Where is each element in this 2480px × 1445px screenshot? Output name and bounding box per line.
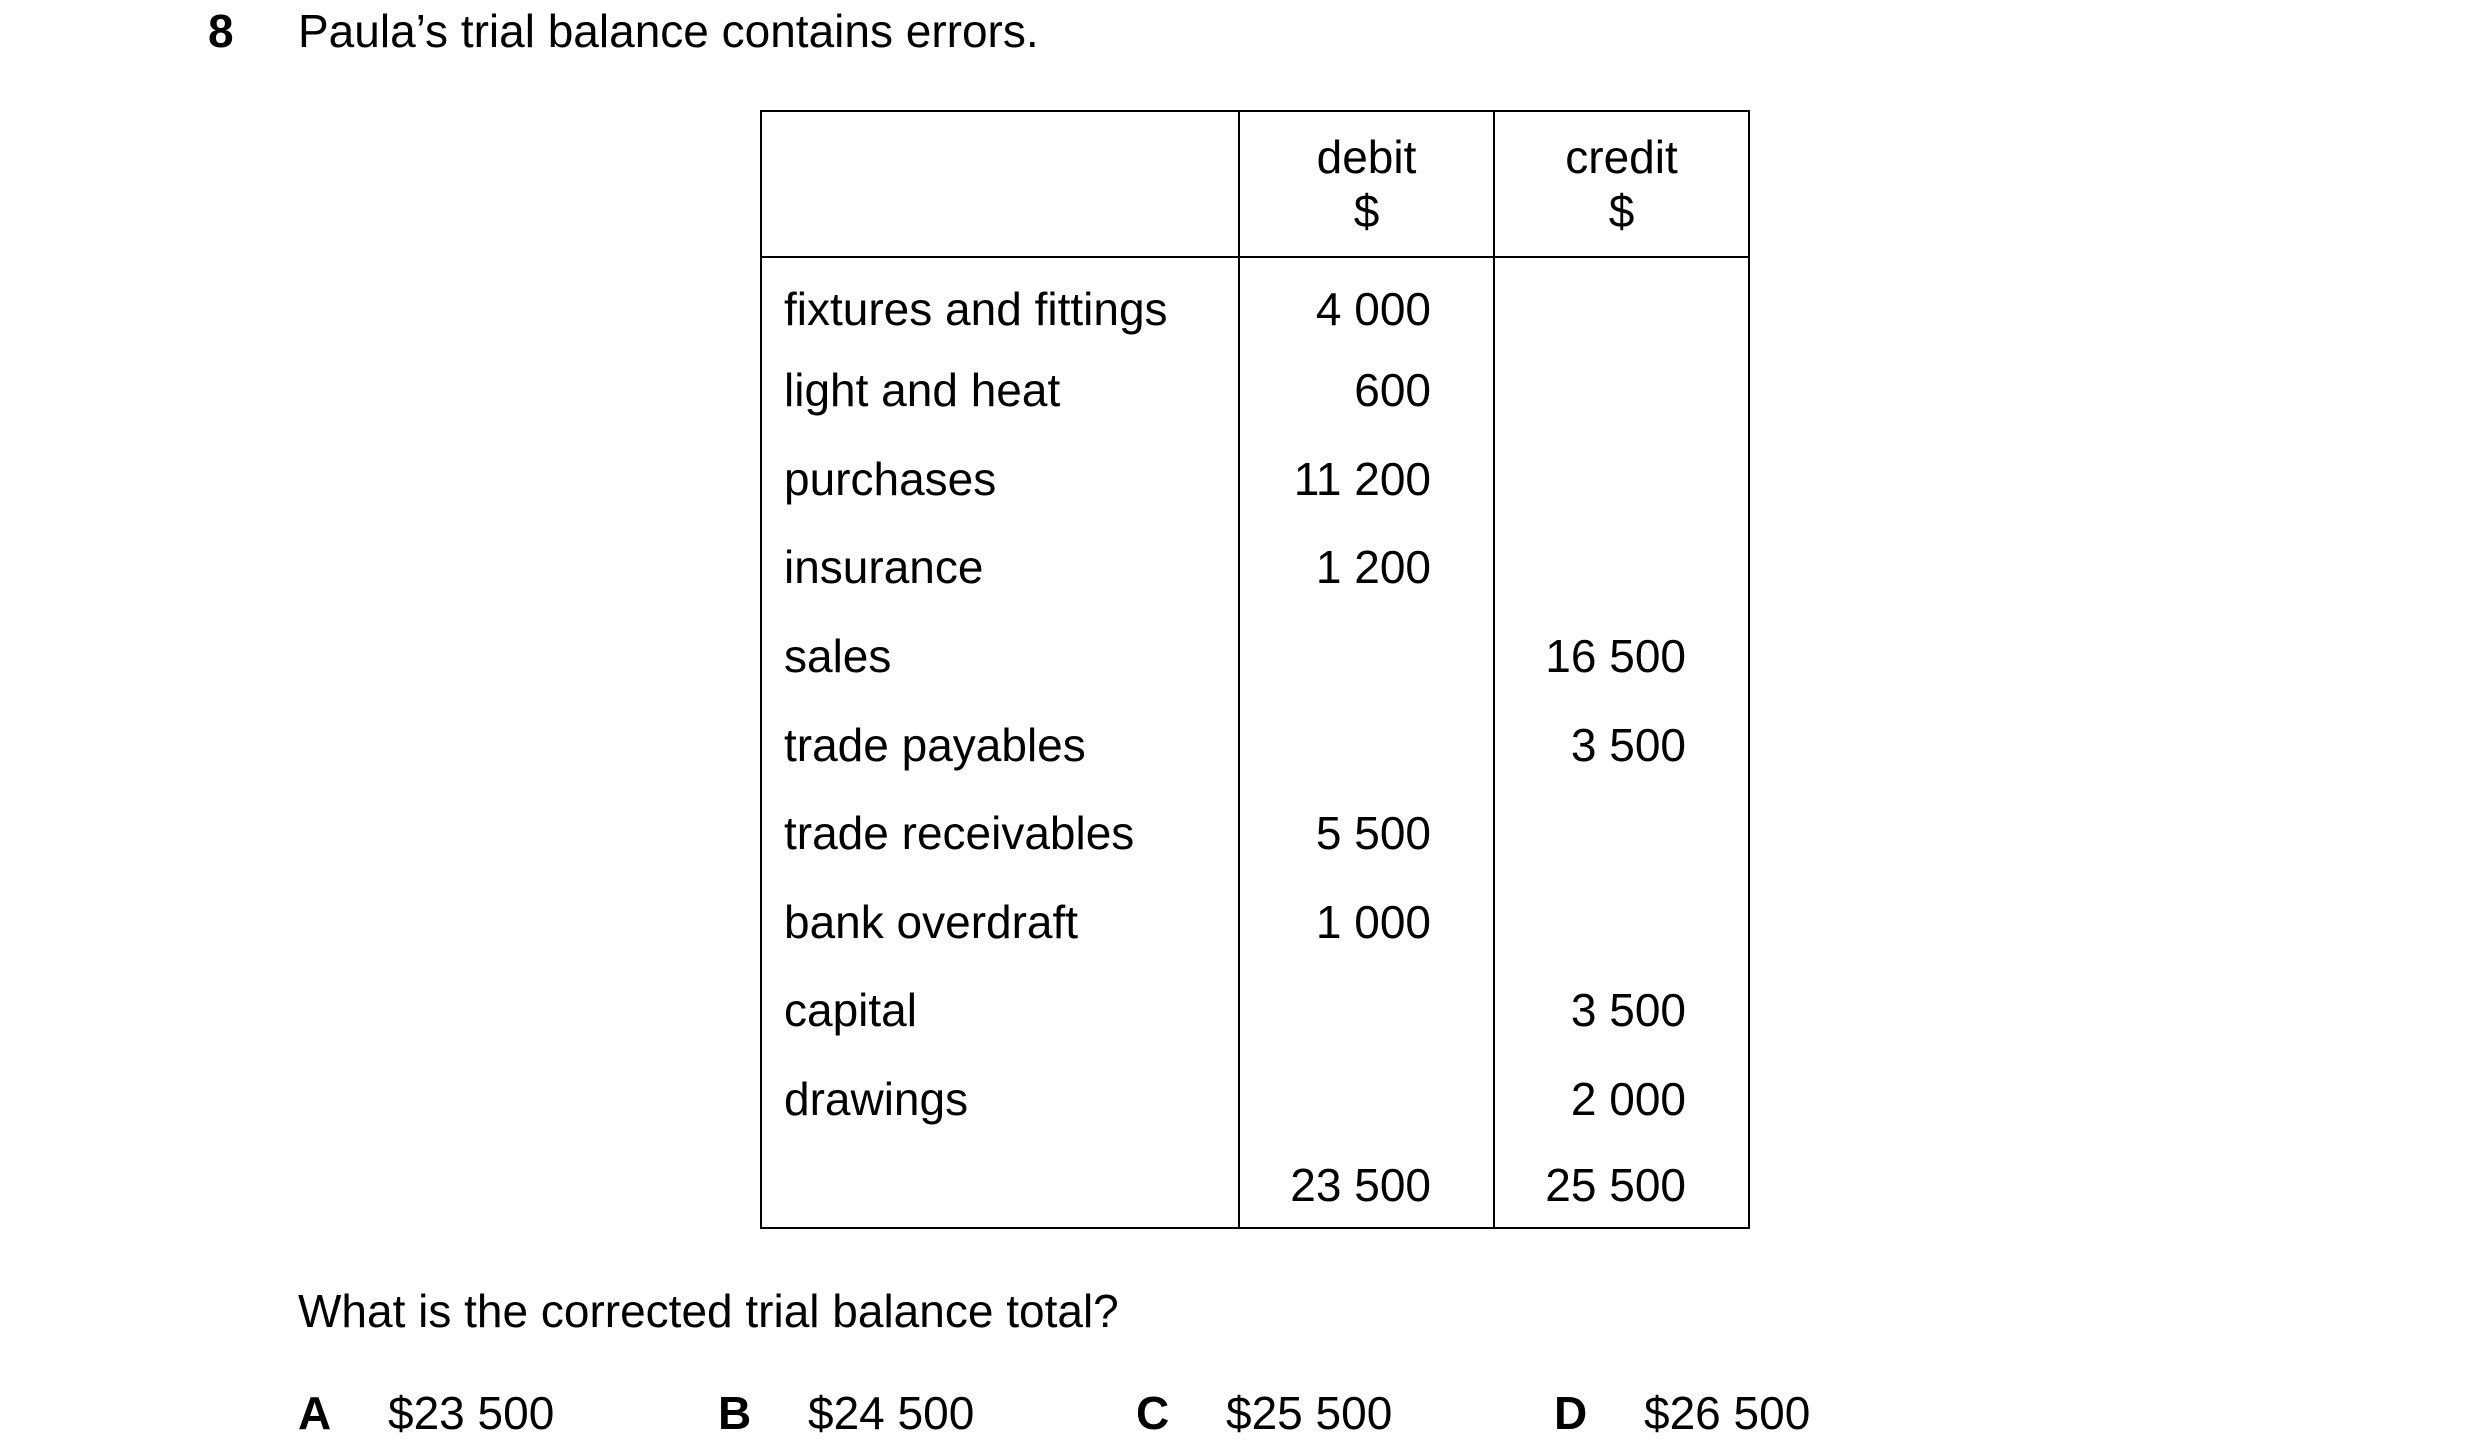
debit-value: 4 000 bbox=[1239, 257, 1494, 346]
header-credit bbox=[1494, 111, 1749, 257]
debit-value: 1 000 bbox=[1239, 878, 1494, 967]
account-name: trade payables bbox=[761, 700, 1239, 789]
header-credit-unit: $ bbox=[1608, 185, 1635, 237]
table-row bbox=[761, 700, 1749, 789]
account-name: light and heat bbox=[761, 346, 1239, 435]
option-d-value[interactable]: $26 500 bbox=[1644, 1387, 1811, 1439]
table-row bbox=[761, 346, 1749, 435]
table-row bbox=[761, 1055, 1749, 1144]
table-row bbox=[761, 257, 1749, 346]
account-name: bank overdraft bbox=[761, 878, 1239, 967]
header-debit-unit: $ bbox=[1353, 185, 1380, 237]
header-account bbox=[761, 111, 1239, 257]
totals-row bbox=[761, 1143, 1749, 1228]
debit-value: 600 bbox=[1239, 346, 1494, 435]
option-b-letter[interactable]: B bbox=[718, 1387, 752, 1439]
account-name: capital bbox=[761, 966, 1239, 1055]
debit-value bbox=[1239, 612, 1494, 701]
table-row bbox=[761, 523, 1749, 612]
debit-value: 11 200 bbox=[1239, 435, 1494, 524]
question-number: 8 bbox=[208, 5, 234, 57]
credit-value: 3 500 bbox=[1494, 700, 1749, 789]
credit-value bbox=[1494, 346, 1749, 435]
table-row bbox=[761, 878, 1749, 967]
answer-options bbox=[0, 1386, 2480, 1445]
account-name: drawings bbox=[761, 1055, 1239, 1144]
account-name: fixtures and fittings bbox=[761, 257, 1239, 346]
option-c-letter[interactable]: C bbox=[1136, 1387, 1170, 1439]
account-name: trade receivables bbox=[761, 789, 1239, 878]
option-b-value[interactable]: $24 500 bbox=[808, 1387, 975, 1439]
table-row bbox=[761, 966, 1749, 1055]
header-debit bbox=[1239, 111, 1494, 257]
debit-value bbox=[1239, 700, 1494, 789]
debit-value: 1 200 bbox=[1239, 523, 1494, 612]
trial-balance-table bbox=[760, 110, 1750, 1229]
option-c-value[interactable]: $25 500 bbox=[1226, 1387, 1393, 1439]
credit-value: 16 500 bbox=[1494, 612, 1749, 701]
debit-value bbox=[1239, 966, 1494, 1055]
debit-value bbox=[1239, 1055, 1494, 1144]
credit-value bbox=[1494, 257, 1749, 346]
option-d-letter[interactable]: D bbox=[1554, 1387, 1588, 1439]
debit-total: 23 500 bbox=[1239, 1143, 1494, 1228]
credit-value: 3 500 bbox=[1494, 966, 1749, 1055]
credit-value bbox=[1494, 878, 1749, 967]
credit-value: 2 000 bbox=[1494, 1055, 1749, 1144]
debit-value: 5 500 bbox=[1239, 789, 1494, 878]
account-name: insurance bbox=[761, 523, 1239, 612]
header-credit-label: credit bbox=[1565, 131, 1678, 183]
credit-total: 25 500 bbox=[1494, 1143, 1749, 1228]
option-a-value[interactable]: $23 500 bbox=[388, 1387, 555, 1439]
table-row bbox=[761, 435, 1749, 524]
account-name: purchases bbox=[761, 435, 1239, 524]
table-header-row bbox=[761, 111, 1749, 257]
option-a-letter[interactable]: A bbox=[298, 1387, 332, 1439]
question-stem: Paula’s trial balance contains errors. bbox=[298, 5, 1039, 57]
table-row bbox=[761, 612, 1749, 701]
table-row bbox=[761, 789, 1749, 878]
question-prompt: What is the corrected trial balance total? bbox=[298, 1285, 1119, 1337]
credit-value bbox=[1494, 789, 1749, 878]
credit-value bbox=[1494, 523, 1749, 612]
totals-label bbox=[761, 1143, 1239, 1228]
account-name: sales bbox=[761, 612, 1239, 701]
credit-value bbox=[1494, 435, 1749, 524]
header-debit-label: debit bbox=[1316, 131, 1417, 183]
